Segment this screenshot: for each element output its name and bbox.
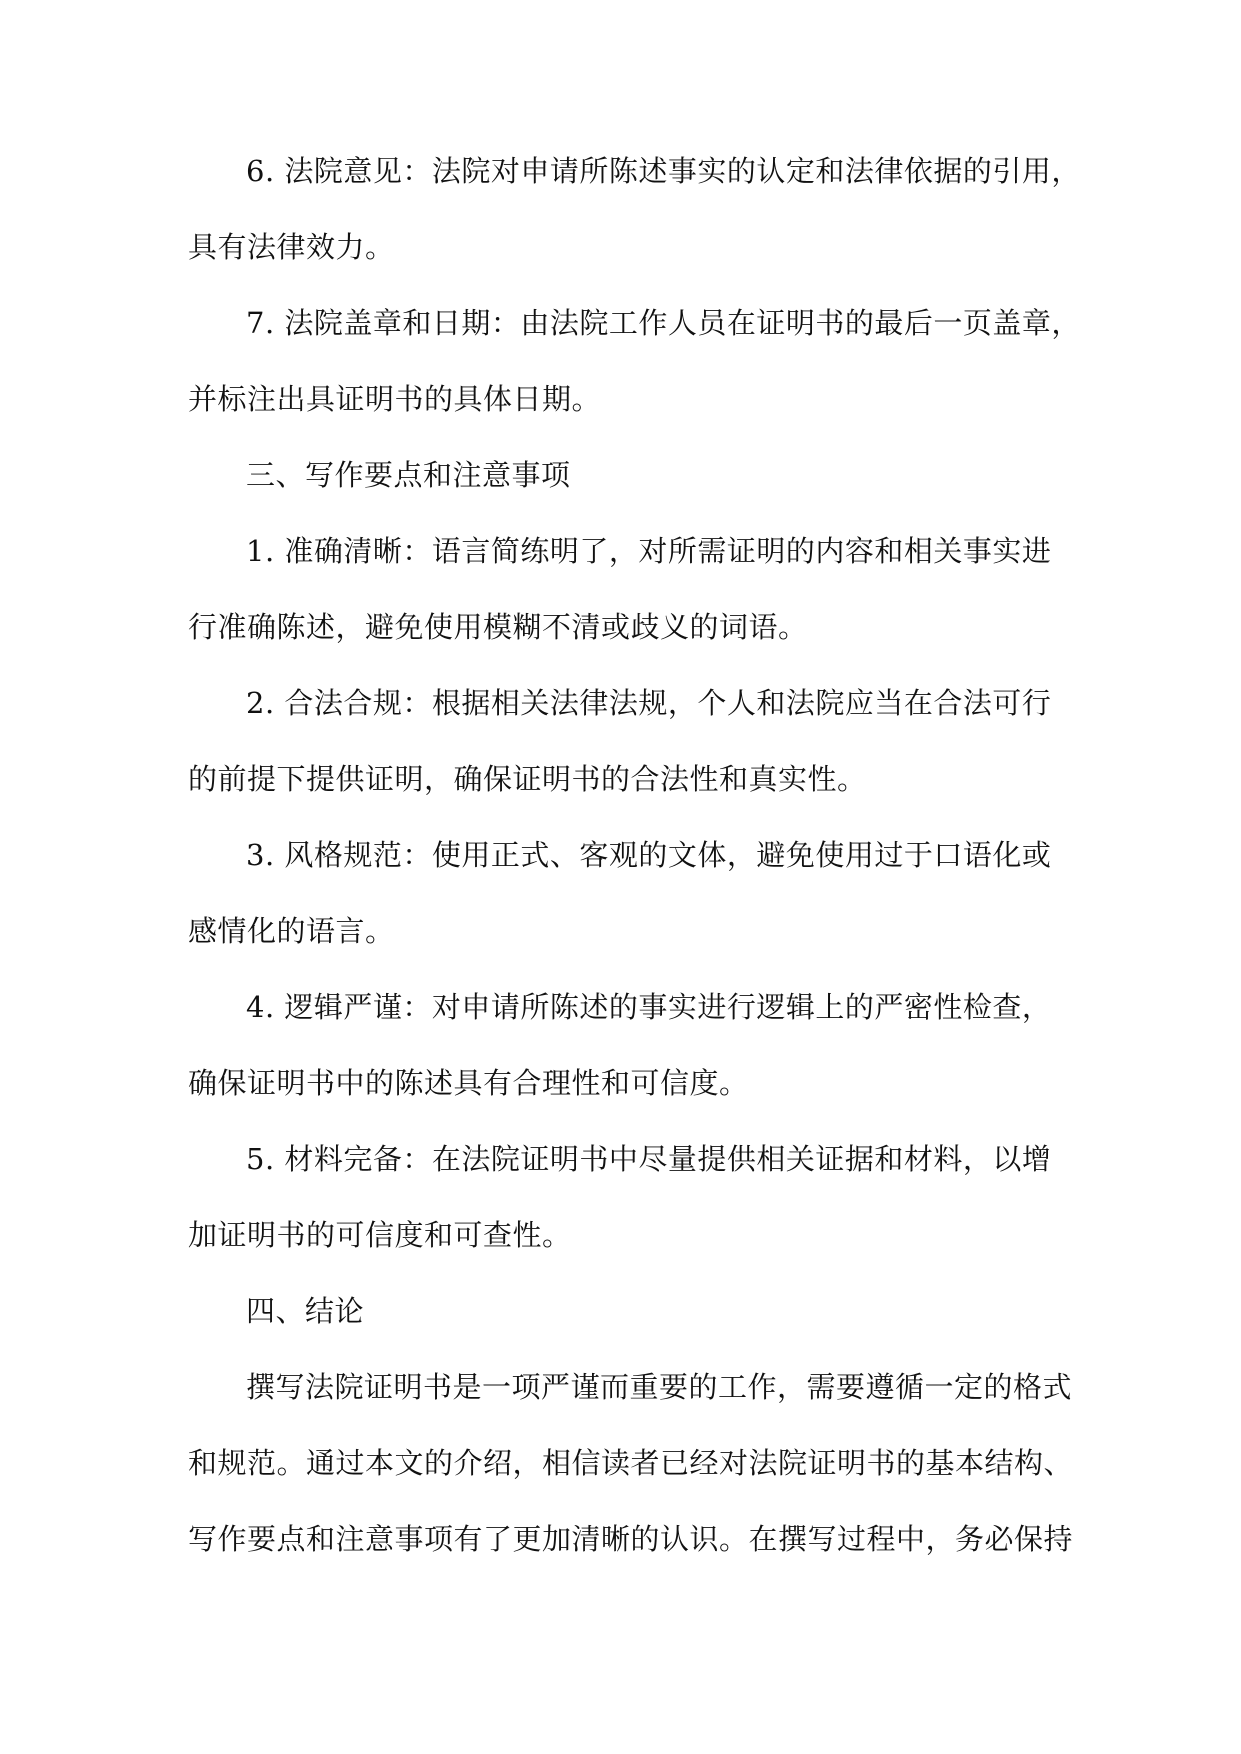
paragraph-line: 4. 逻辑严谨：对申请所陈述的事实进行逻辑上的严密性检查，: [246, 990, 1052, 1024]
paragraph-line: 5. 材料完备：在法院证明书中尽量提供相关证据和材料，以增: [246, 1142, 1052, 1176]
paragraph-line: 并标注出具证明书的具体日期。: [188, 382, 602, 416]
paragraph-line: 的前提下提供证明，确保证明书的合法性和真实性。: [188, 762, 867, 796]
paragraph-line: 具有法律效力。: [188, 230, 395, 264]
paragraph-line: 6. 法院意见：法院对申请所陈述事实的认定和法律依据的引用，: [246, 154, 1081, 188]
paragraph-line: 7. 法院盖章和日期：由法院工作人员在证明书的最后一页盖章，: [246, 306, 1081, 340]
paragraph-line: 确保证明书中的陈述具有合理性和可信度。: [188, 1066, 749, 1100]
paragraph-line: 感情化的语言。: [188, 914, 395, 948]
paragraph-line: 1. 准确清晰：语言简练明了，对所需证明的内容和相关事实进: [246, 534, 1052, 568]
paragraph-line: 行准确陈述，避免使用模糊不清或歧义的词语。: [188, 610, 808, 644]
paragraph-line: 2. 合法合规：根据相关法律法规，个人和法院应当在合法可行: [246, 686, 1052, 720]
section-heading: 四、结论: [246, 1294, 365, 1328]
paragraph-line: 和规范。通过本文的介绍，相信读者已经对法院证明书的基本结构、: [188, 1446, 1074, 1480]
paragraph-line: 写作要点和注意事项有了更加清晰的认识。在撰写过程中，务必保持: [188, 1522, 1074, 1556]
paragraph-line: 3. 风格规范：使用正式、客观的文体，避免使用过于口语化或: [246, 838, 1052, 872]
paragraph-line: 加证明书的可信度和可查性。: [188, 1218, 572, 1252]
paragraph-line: 撰写法院证明书是一项严谨而重要的工作，需要遵循一定的格式: [246, 1370, 1073, 1404]
section-heading: 三、写作要点和注意事项: [246, 458, 571, 492]
